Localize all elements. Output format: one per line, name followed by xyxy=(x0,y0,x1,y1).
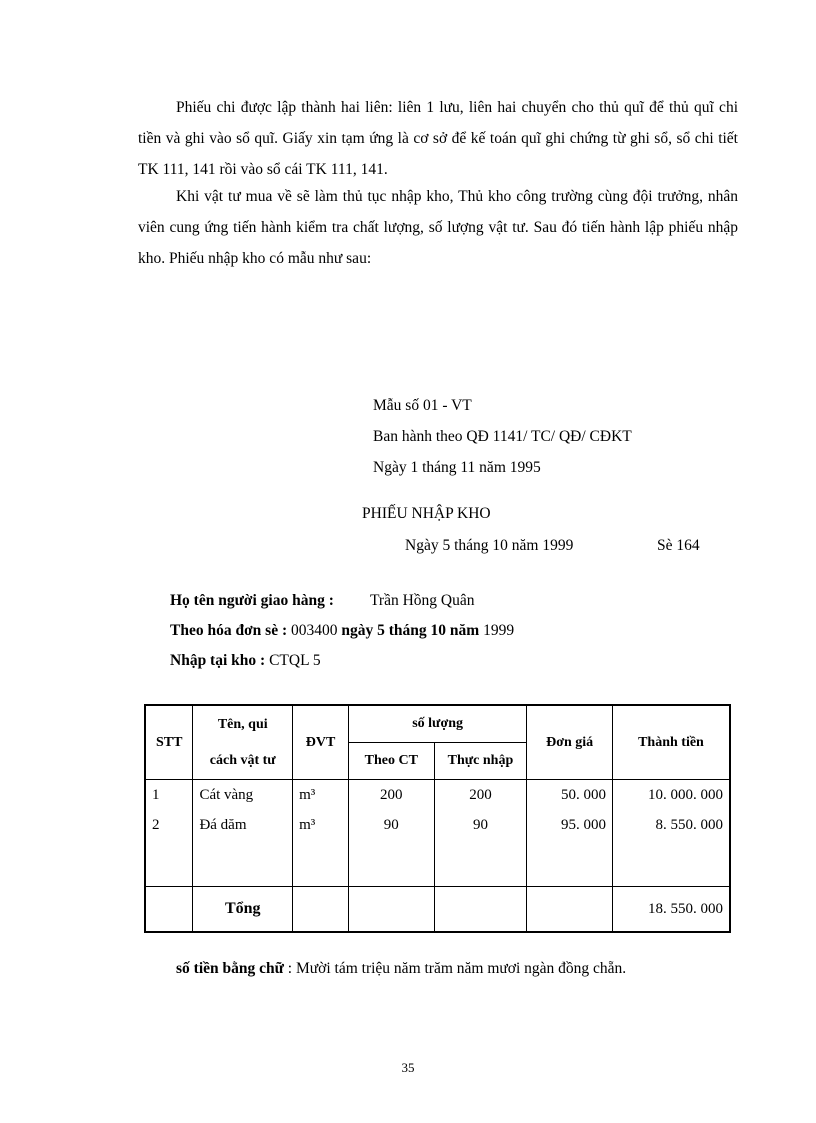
invoice-line xyxy=(170,622,514,640)
row-1-qty-actual: 200 xyxy=(469,787,492,803)
total-empty-qty-doc xyxy=(348,887,434,933)
row-2-unit-price: 95. 000 xyxy=(560,817,606,833)
total-row xyxy=(145,887,730,933)
deliverer-line xyxy=(170,592,334,610)
total-amount: 18. 550. 000 xyxy=(612,887,730,933)
row-2-qty-doc: 90 xyxy=(383,817,399,833)
row-1-unit-price: 50. 000 xyxy=(560,787,606,803)
goods-table xyxy=(144,704,731,933)
form-number: Mẫu số 01 - VT xyxy=(373,397,472,414)
slip-number: Sè 164 xyxy=(657,537,700,554)
header-item-name xyxy=(193,705,293,780)
paragraph-warehouse-entry: Khi vật tư mua về sẽ làm thủ tục nhập kho, Thủ kho công trường cùng đội trưởng, nhân viên cung ứng tiến hành kiểm tra chất lượng, số lượng vật tư. Sau đó tiến hành lập phiếu nhập kho. Phiếu nhập kho có mẫu như sau: xyxy=(138,188,738,267)
total-empty-qty-actual xyxy=(434,887,527,933)
total-empty-unit xyxy=(293,887,349,933)
warehouse-line xyxy=(170,652,321,670)
header-item-name-line1: Tên, qui xyxy=(217,716,268,732)
form-issued-by: Ban hành theo QĐ 1141/ TC/ QĐ/ CĐKT xyxy=(373,428,632,445)
warehouse-label: Nhập tại kho : xyxy=(170,652,266,669)
row-2-name: Đá dăm xyxy=(199,817,247,833)
deliverer-value: Trần Hồng Quân xyxy=(370,592,475,609)
col-stt xyxy=(145,780,193,887)
amount-in-words xyxy=(176,960,626,978)
header-item-name-line2: cách vật tư xyxy=(209,752,276,768)
header-amount: Thành tiền xyxy=(612,705,730,780)
header-stt: STT xyxy=(145,705,193,780)
invoice-date-label-day: ngày xyxy=(341,622,374,639)
row-1-unit: m³ xyxy=(299,787,316,803)
col-qty-actual xyxy=(434,780,527,887)
form-header xyxy=(373,390,632,483)
total-empty-stt xyxy=(145,887,193,933)
warehouse-value: CTQL 5 xyxy=(269,652,321,669)
row-1-name: Cát vàng xyxy=(199,787,254,803)
invoice-month: 10 xyxy=(430,622,447,639)
amount-in-words-value: : Mười tám triệu năm trăm năm mươi ngàn đồng chẵn. xyxy=(287,960,627,977)
invoice-day: 5 xyxy=(377,622,385,639)
invoice-year: 1999 xyxy=(483,622,515,639)
deliverer-label: Họ tên người giao hàng : xyxy=(170,592,334,609)
col-unit-price xyxy=(527,780,613,887)
form-issue-date: Ngày 1 tháng 11 năm 1995 xyxy=(373,459,541,476)
col-name xyxy=(193,780,293,887)
row-1-qty-doc: 200 xyxy=(380,787,403,803)
header-unit-price: Đơn giá xyxy=(527,705,613,780)
invoice-label: Theo hóa đơn sè : xyxy=(170,622,288,639)
page-number: 35 xyxy=(401,1060,415,1075)
total-empty-unit-price xyxy=(527,887,613,933)
header-quantity: số lượng xyxy=(348,705,526,743)
col-amount xyxy=(612,780,730,887)
table-body xyxy=(145,780,730,887)
header-qty-actual: Thực nhập xyxy=(434,743,527,780)
amount-in-words-label: số tiền bằng chữ xyxy=(176,960,284,977)
row-2-unit: m³ xyxy=(299,817,316,833)
invoice-value: 003400 xyxy=(290,622,338,639)
paragraph-receipt-voucher: Phiếu chi được lập thành hai liên: liên 1 lưu, liên hai chuyển cho thủ quĩ để thủ quĩ chi tiền và ghi vào sổ quĩ. Giấy xin tạm ứng là cơ sở để kế toán quĩ ghi chứng từ ghi sổ, sổ chi tiết TK 111, 141 rồi vào sổ cái TK 111, 141. xyxy=(138,99,738,178)
row-1-stt: 1 xyxy=(152,787,160,803)
row-2-stt: 2 xyxy=(152,817,160,833)
col-qty-doc xyxy=(348,780,434,887)
total-label: Tổng xyxy=(193,887,293,933)
row-1-amount: 10. 000. 000 xyxy=(648,787,723,803)
slip-date: Ngày 5 tháng 10 năm 1999 xyxy=(405,537,574,554)
slip-title: PHIẾU NHẬP KHO xyxy=(362,505,491,522)
col-unit xyxy=(293,780,349,887)
row-2-amount: 8. 550. 000 xyxy=(655,817,723,833)
invoice-date-label-month: tháng xyxy=(388,622,427,639)
invoice-date-label-year: năm xyxy=(449,622,480,639)
row-2-qty-actual: 90 xyxy=(472,817,488,833)
header-unit: ĐVT xyxy=(293,705,349,780)
header-qty-doc: Theo CT xyxy=(348,743,434,780)
